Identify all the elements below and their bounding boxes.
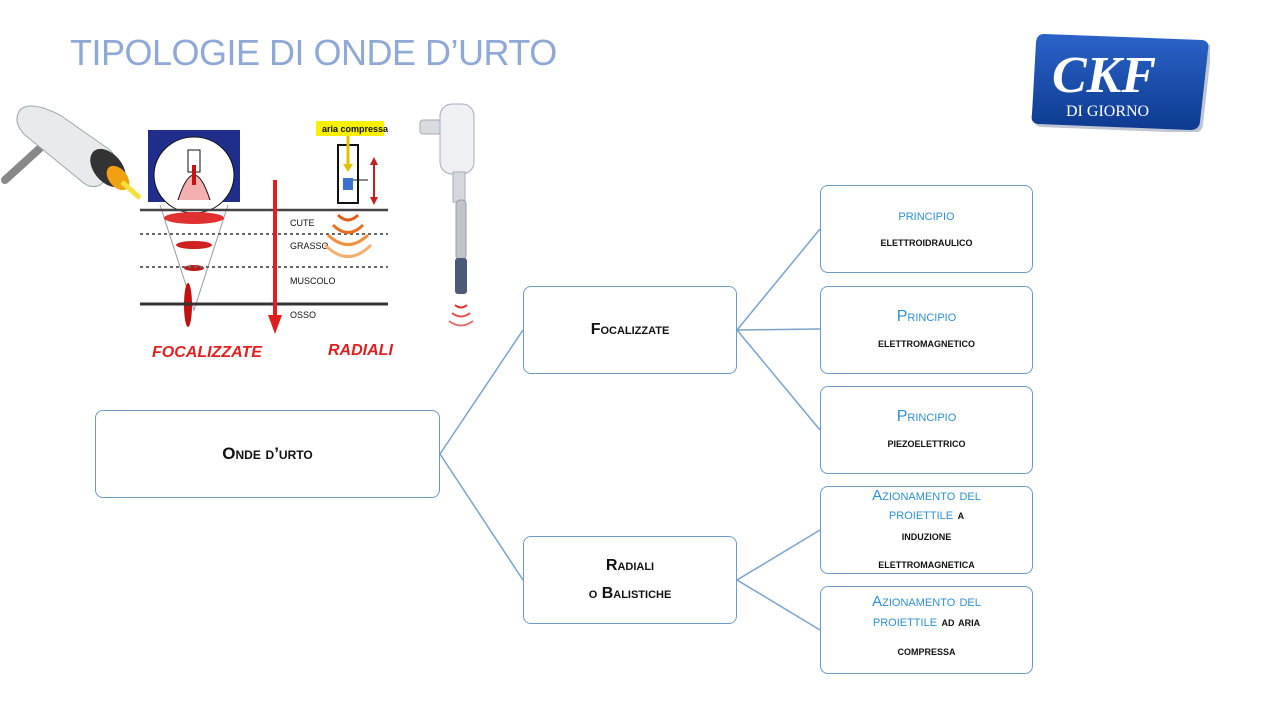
p1-line-2: elettroidraulico xyxy=(880,234,973,249)
elettroidraulico-node xyxy=(820,185,1033,273)
piezoelettrico-node xyxy=(820,386,1033,474)
tissue-layers xyxy=(140,210,388,320)
induzione-node xyxy=(820,486,1033,574)
r2-proiettile: proiettile xyxy=(872,613,938,630)
radial-handpiece-image xyxy=(420,104,474,326)
logo-main-text: CKF xyxy=(1052,47,1157,104)
layer-grasso: GRASSO xyxy=(290,241,329,251)
radial-wave-schematic xyxy=(316,121,389,257)
layer-cute: CUTE xyxy=(290,218,315,228)
root-node xyxy=(95,410,440,498)
focal-wave-schematic xyxy=(148,130,240,327)
depth-arrow xyxy=(268,180,282,334)
r2-ad-aria: ad aria xyxy=(941,614,981,629)
root-label: Onde d’urto xyxy=(222,444,313,463)
elettromagnetico-node xyxy=(820,286,1033,374)
r1-a: a xyxy=(957,507,965,522)
shockwave-handpiece-image xyxy=(5,106,140,198)
radiali-label-2: o Balistiche xyxy=(588,585,672,602)
logo-sub-text: DI GIORNO xyxy=(1066,103,1150,120)
p3-line-2: piezoelettrico xyxy=(887,435,966,450)
layer-osso: OSSO xyxy=(290,310,317,320)
p1-line-1: principio xyxy=(898,207,955,224)
r2-line-1: Azionamento del xyxy=(872,593,981,610)
p3-line-1: Principio xyxy=(896,408,957,425)
r1-line-4: elettromagnetica xyxy=(878,556,975,571)
r1-proiettile: proiettile xyxy=(888,506,954,523)
air-label: aria compressa xyxy=(322,124,389,134)
r1-line-3: induzione xyxy=(901,528,952,543)
focalizzate-node xyxy=(523,286,737,374)
focalizzate-label: Focalizzate xyxy=(590,321,670,338)
focal-caption: FOCALIZZATE xyxy=(152,344,262,361)
radial-caption: RADIALI xyxy=(328,342,393,359)
aria-compressa-node xyxy=(820,586,1033,674)
radiali-label-1: Radiali xyxy=(605,557,655,574)
p2-line-2: elettromagnetico xyxy=(878,335,975,350)
layer-muscolo: MUSCOLO xyxy=(290,276,336,286)
r2-line-3: compressa xyxy=(897,643,956,658)
p2-line-1: Principio xyxy=(896,308,957,325)
r1-line-1: Azionamento del xyxy=(872,487,981,504)
radiali-node xyxy=(523,536,737,624)
slide-title: TIPOLOGIE DI ONDE D’URTO xyxy=(70,32,557,73)
